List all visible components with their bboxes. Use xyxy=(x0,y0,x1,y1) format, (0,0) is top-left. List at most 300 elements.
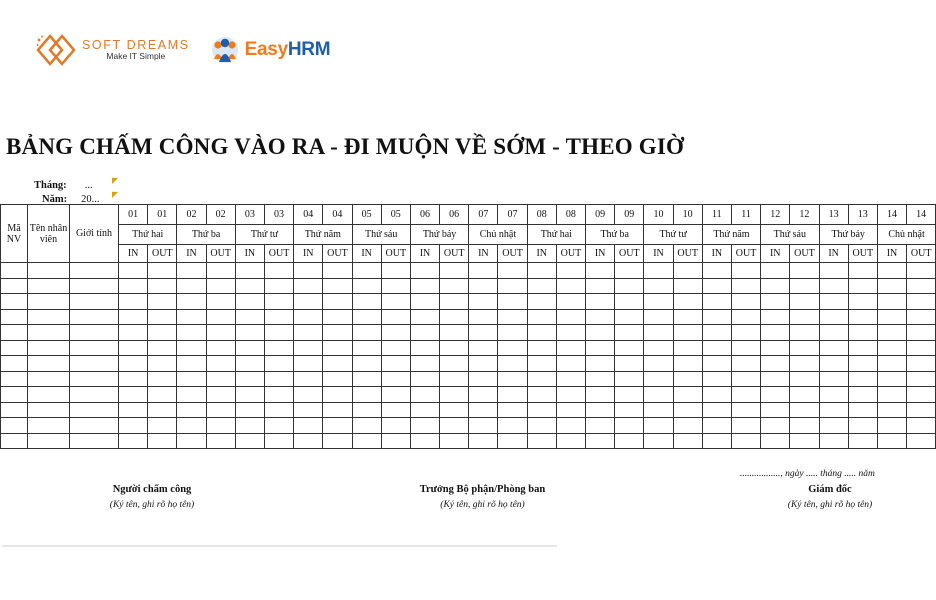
timesheet-table-container xyxy=(0,204,932,450)
table-cell xyxy=(235,309,264,325)
table-cell xyxy=(644,418,673,434)
table-cell xyxy=(469,402,498,418)
table-cell xyxy=(28,294,70,310)
table-cell xyxy=(294,309,323,325)
table-cell xyxy=(615,402,644,418)
table-cell xyxy=(848,278,877,294)
table-cell xyxy=(790,402,819,418)
table-cell xyxy=(877,309,906,325)
table-cell xyxy=(790,309,819,325)
month-value: ... xyxy=(84,180,93,191)
table-cell xyxy=(410,294,439,310)
table-cell xyxy=(702,294,731,310)
table-cell xyxy=(556,418,585,434)
table-cell xyxy=(381,278,410,294)
table-cell xyxy=(148,278,177,294)
header-day-date: 06 xyxy=(440,205,469,225)
table-cell xyxy=(323,278,352,294)
table-cell xyxy=(615,263,644,279)
table-cell xyxy=(644,294,673,310)
table-cell xyxy=(556,325,585,341)
table-cell xyxy=(615,309,644,325)
table-cell xyxy=(352,325,381,341)
table-cell xyxy=(323,371,352,387)
document-title: BẢNG CHẤM CÔNG VÀO RA - ĐI MUỘN VỀ SỚM - THEO GIỜ xyxy=(6,134,685,159)
table-cell xyxy=(206,356,235,372)
header-weekday: Thứ hai xyxy=(527,225,585,245)
table-row xyxy=(1,325,936,341)
table-cell xyxy=(761,433,790,449)
table-cell xyxy=(527,340,556,356)
table-cell xyxy=(440,418,469,434)
table-cell xyxy=(206,340,235,356)
table-cell xyxy=(70,263,119,279)
header-out: OUT xyxy=(615,245,644,263)
table-cell xyxy=(615,433,644,449)
table-cell xyxy=(848,387,877,403)
table-cell xyxy=(264,387,293,403)
table-cell xyxy=(877,263,906,279)
table-cell xyxy=(498,294,527,310)
table-cell xyxy=(586,263,615,279)
header-row xyxy=(1,245,936,263)
table-cell xyxy=(469,371,498,387)
table-cell xyxy=(731,418,760,434)
table-cell xyxy=(381,309,410,325)
table-cell xyxy=(673,309,702,325)
table-cell xyxy=(469,340,498,356)
table-cell xyxy=(498,418,527,434)
table-cell xyxy=(527,356,556,372)
table-cell xyxy=(381,356,410,372)
month-field xyxy=(34,180,93,191)
table-cell xyxy=(28,263,70,279)
table-cell xyxy=(790,325,819,341)
table-cell xyxy=(323,294,352,310)
table-cell xyxy=(819,309,848,325)
table-cell xyxy=(644,387,673,403)
table-cell xyxy=(177,325,206,341)
table-row xyxy=(1,263,936,279)
timesheet-table xyxy=(0,204,936,449)
header-weekday: Thứ năm xyxy=(294,225,352,245)
table-cell xyxy=(790,263,819,279)
header-in: IN xyxy=(294,245,323,263)
header-weekday: Thứ hai xyxy=(119,225,177,245)
header-in: IN xyxy=(644,245,673,263)
department-head-title: Trưởng Bộ phận/Phòng ban xyxy=(419,484,546,495)
table-cell xyxy=(177,356,206,372)
table-cell xyxy=(731,340,760,356)
header-day-date: 05 xyxy=(352,205,381,225)
table-cell xyxy=(644,402,673,418)
softdreams-logo xyxy=(36,34,190,66)
table-cell xyxy=(352,402,381,418)
header-day-date: 13 xyxy=(848,205,877,225)
table-cell xyxy=(907,309,936,325)
table-cell xyxy=(294,402,323,418)
header-weekday: Thứ năm xyxy=(702,225,760,245)
table-cell xyxy=(848,309,877,325)
table-cell xyxy=(527,294,556,310)
table-cell xyxy=(1,402,28,418)
table-cell xyxy=(615,387,644,403)
table-cell xyxy=(440,356,469,372)
table-cell xyxy=(148,418,177,434)
table-cell xyxy=(790,340,819,356)
table-cell xyxy=(498,387,527,403)
table-cell xyxy=(907,402,936,418)
table-cell xyxy=(119,402,148,418)
table-cell xyxy=(498,278,527,294)
table-cell xyxy=(586,387,615,403)
easyhrm-easy-text: Easy xyxy=(244,39,288,60)
table-cell xyxy=(527,309,556,325)
table-row xyxy=(1,433,936,449)
header-in: IN xyxy=(761,245,790,263)
table-cell xyxy=(206,387,235,403)
table-cell xyxy=(469,325,498,341)
table-cell xyxy=(294,433,323,449)
table-cell xyxy=(556,278,585,294)
table-cell xyxy=(731,371,760,387)
table-cell xyxy=(294,325,323,341)
table-cell xyxy=(469,294,498,310)
table-cell xyxy=(790,294,819,310)
table-cell xyxy=(352,387,381,403)
header-day-date: 06 xyxy=(410,205,439,225)
table-cell xyxy=(294,294,323,310)
table-cell xyxy=(70,325,119,341)
header-in: IN xyxy=(177,245,206,263)
table-cell xyxy=(264,309,293,325)
header-day-date: 11 xyxy=(702,205,731,225)
table-cell xyxy=(702,371,731,387)
header-in: IN xyxy=(877,245,906,263)
table-cell xyxy=(469,418,498,434)
table-cell xyxy=(761,356,790,372)
table-cell xyxy=(673,356,702,372)
table-cell xyxy=(235,294,264,310)
easyhrm-people-icon xyxy=(208,35,242,65)
table-cell xyxy=(294,371,323,387)
table-cell xyxy=(615,371,644,387)
header-weekday: Thứ tư xyxy=(235,225,293,245)
table-cell xyxy=(586,278,615,294)
table-cell xyxy=(877,418,906,434)
table-cell xyxy=(440,325,469,341)
table-cell xyxy=(264,402,293,418)
table-cell xyxy=(556,340,585,356)
table-cell xyxy=(761,309,790,325)
header-out: OUT xyxy=(848,245,877,263)
table-cell xyxy=(673,371,702,387)
table-cell xyxy=(235,418,264,434)
header-in: IN xyxy=(702,245,731,263)
easyhrm-hrm-text: HRM xyxy=(287,39,331,60)
header-weekday: Thứ sáu xyxy=(352,225,410,245)
table-row xyxy=(1,371,936,387)
table-cell xyxy=(790,278,819,294)
table-cell xyxy=(644,356,673,372)
table-row xyxy=(1,418,936,434)
table-cell xyxy=(323,340,352,356)
table-cell xyxy=(294,263,323,279)
table-cell xyxy=(498,356,527,372)
table-cell xyxy=(206,371,235,387)
header-in: IN xyxy=(527,245,556,263)
table-cell xyxy=(790,433,819,449)
header-out: OUT xyxy=(323,245,352,263)
table-cell xyxy=(206,278,235,294)
header-in: IN xyxy=(586,245,615,263)
table-cell xyxy=(235,340,264,356)
table-cell xyxy=(819,340,848,356)
table-cell xyxy=(28,278,70,294)
table-cell xyxy=(28,309,70,325)
signature-department-head xyxy=(400,484,565,510)
header-employee-name: Tên nhân viên xyxy=(28,205,70,263)
table-cell xyxy=(702,356,731,372)
table-cell xyxy=(410,278,439,294)
table-cell xyxy=(323,263,352,279)
table-cell xyxy=(527,371,556,387)
table-cell xyxy=(586,325,615,341)
header-day-date: 14 xyxy=(907,205,936,225)
table-cell xyxy=(673,294,702,310)
table-cell xyxy=(848,294,877,310)
table-cell xyxy=(323,418,352,434)
header-day-date: 12 xyxy=(790,205,819,225)
year-value: 20... xyxy=(81,194,100,205)
table-cell xyxy=(148,294,177,310)
table-cell xyxy=(235,278,264,294)
table-cell xyxy=(440,387,469,403)
header-out: OUT xyxy=(498,245,527,263)
table-cell xyxy=(352,278,381,294)
table-cell xyxy=(761,387,790,403)
table-cell xyxy=(586,309,615,325)
table-cell xyxy=(615,418,644,434)
table-cell xyxy=(848,371,877,387)
table-cell xyxy=(907,340,936,356)
table-cell xyxy=(264,418,293,434)
table-cell xyxy=(498,325,527,341)
softdreams-tagline: Make IT Simple xyxy=(106,51,166,62)
table-cell xyxy=(206,263,235,279)
table-cell xyxy=(673,340,702,356)
table-cell xyxy=(819,356,848,372)
table-cell xyxy=(28,371,70,387)
table-cell xyxy=(119,371,148,387)
table-row xyxy=(1,340,936,356)
header-in: IN xyxy=(410,245,439,263)
table-cell xyxy=(644,263,673,279)
table-cell xyxy=(410,418,439,434)
table-cell xyxy=(148,387,177,403)
table-cell xyxy=(294,340,323,356)
header-employee-id: Mã NV xyxy=(1,205,28,263)
table-cell xyxy=(819,263,848,279)
table-cell xyxy=(1,278,28,294)
table-cell xyxy=(790,371,819,387)
table-cell xyxy=(731,278,760,294)
header-gender: Giới tính xyxy=(70,205,119,263)
table-cell xyxy=(498,402,527,418)
table-cell xyxy=(877,371,906,387)
table-cell xyxy=(731,294,760,310)
table-cell xyxy=(469,433,498,449)
table-cell xyxy=(1,263,28,279)
table-cell xyxy=(70,433,119,449)
table-cell xyxy=(294,278,323,294)
header-day-date: 14 xyxy=(877,205,906,225)
table-cell xyxy=(352,294,381,310)
table-cell xyxy=(556,387,585,403)
table-cell xyxy=(761,263,790,279)
table-cell xyxy=(498,263,527,279)
header-weekday: Thứ bảy xyxy=(410,225,468,245)
table-cell xyxy=(70,402,119,418)
table-cell xyxy=(148,402,177,418)
table-cell xyxy=(761,418,790,434)
table-cell xyxy=(323,387,352,403)
table-cell xyxy=(1,309,28,325)
table-cell xyxy=(527,278,556,294)
month-label: Tháng: xyxy=(34,180,67,191)
table-cell xyxy=(323,433,352,449)
header-row xyxy=(1,225,936,245)
table-cell xyxy=(381,371,410,387)
table-cell xyxy=(177,418,206,434)
table-cell xyxy=(352,433,381,449)
header-out: OUT xyxy=(556,245,585,263)
table-cell xyxy=(323,356,352,372)
table-cell xyxy=(790,387,819,403)
table-cell xyxy=(848,433,877,449)
header-day-date: 03 xyxy=(235,205,264,225)
softdreams-diamond-icon xyxy=(36,34,76,66)
table-cell xyxy=(877,294,906,310)
table-cell xyxy=(206,309,235,325)
table-cell xyxy=(119,263,148,279)
table-cell xyxy=(877,356,906,372)
table-cell xyxy=(615,278,644,294)
table-cell xyxy=(731,433,760,449)
director-title: Giám đốc xyxy=(808,484,852,495)
table-cell xyxy=(148,309,177,325)
table-cell xyxy=(644,371,673,387)
table-cell xyxy=(119,278,148,294)
table-cell xyxy=(819,294,848,310)
table-cell xyxy=(527,387,556,403)
table-cell xyxy=(819,418,848,434)
table-cell xyxy=(819,325,848,341)
timekeeper-title: Người chấm công xyxy=(112,484,192,495)
table-cell xyxy=(28,356,70,372)
table-cell xyxy=(877,278,906,294)
header-in: IN xyxy=(119,245,148,263)
table-cell xyxy=(469,387,498,403)
table-cell xyxy=(177,402,206,418)
table-cell xyxy=(702,309,731,325)
table-cell xyxy=(410,371,439,387)
table-cell xyxy=(586,418,615,434)
year-label: Năm: xyxy=(42,194,68,205)
signature-timekeeper xyxy=(82,484,222,510)
header-day-date: 13 xyxy=(819,205,848,225)
table-cell xyxy=(381,325,410,341)
header-day-date: 10 xyxy=(673,205,702,225)
header-out: OUT xyxy=(907,245,936,263)
table-cell xyxy=(586,356,615,372)
table-cell xyxy=(556,371,585,387)
table-cell xyxy=(907,387,936,403)
header-day-date: 03 xyxy=(264,205,293,225)
table-cell xyxy=(469,309,498,325)
table-cell xyxy=(673,418,702,434)
table-cell xyxy=(235,325,264,341)
table-cell xyxy=(410,433,439,449)
table-cell xyxy=(527,325,556,341)
table-cell xyxy=(731,325,760,341)
header-day-date: 09 xyxy=(586,205,615,225)
header-day-date: 12 xyxy=(761,205,790,225)
table-cell xyxy=(556,402,585,418)
bottom-divider xyxy=(2,545,557,547)
table-cell xyxy=(235,433,264,449)
table-cell xyxy=(1,387,28,403)
header-day-date: 08 xyxy=(527,205,556,225)
table-cell xyxy=(848,340,877,356)
table-cell xyxy=(381,263,410,279)
table-cell xyxy=(761,325,790,341)
table-cell xyxy=(673,402,702,418)
table-cell xyxy=(70,340,119,356)
signature-date-line: ................., ngày ..... tháng ..... năm xyxy=(740,469,875,479)
header-day-date: 05 xyxy=(381,205,410,225)
table-cell xyxy=(206,294,235,310)
table-cell xyxy=(70,309,119,325)
table-cell xyxy=(673,263,702,279)
table-cell xyxy=(264,340,293,356)
table-cell xyxy=(1,340,28,356)
table-cell xyxy=(702,387,731,403)
table-cell xyxy=(819,278,848,294)
table-cell xyxy=(440,371,469,387)
table-cell xyxy=(673,325,702,341)
table-cell xyxy=(206,402,235,418)
table-row xyxy=(1,356,936,372)
table-cell xyxy=(148,433,177,449)
table-cell xyxy=(731,402,760,418)
table-row xyxy=(1,387,936,403)
header-in: IN xyxy=(352,245,381,263)
table-cell xyxy=(235,387,264,403)
table-cell xyxy=(352,418,381,434)
table-cell xyxy=(264,433,293,449)
table-cell xyxy=(235,263,264,279)
table-cell xyxy=(731,356,760,372)
table-cell xyxy=(177,294,206,310)
table-cell xyxy=(177,309,206,325)
table-cell xyxy=(410,263,439,279)
table-cell xyxy=(410,340,439,356)
header-day-date: 01 xyxy=(148,205,177,225)
table-cell xyxy=(761,371,790,387)
table-cell xyxy=(119,309,148,325)
table-cell xyxy=(235,402,264,418)
